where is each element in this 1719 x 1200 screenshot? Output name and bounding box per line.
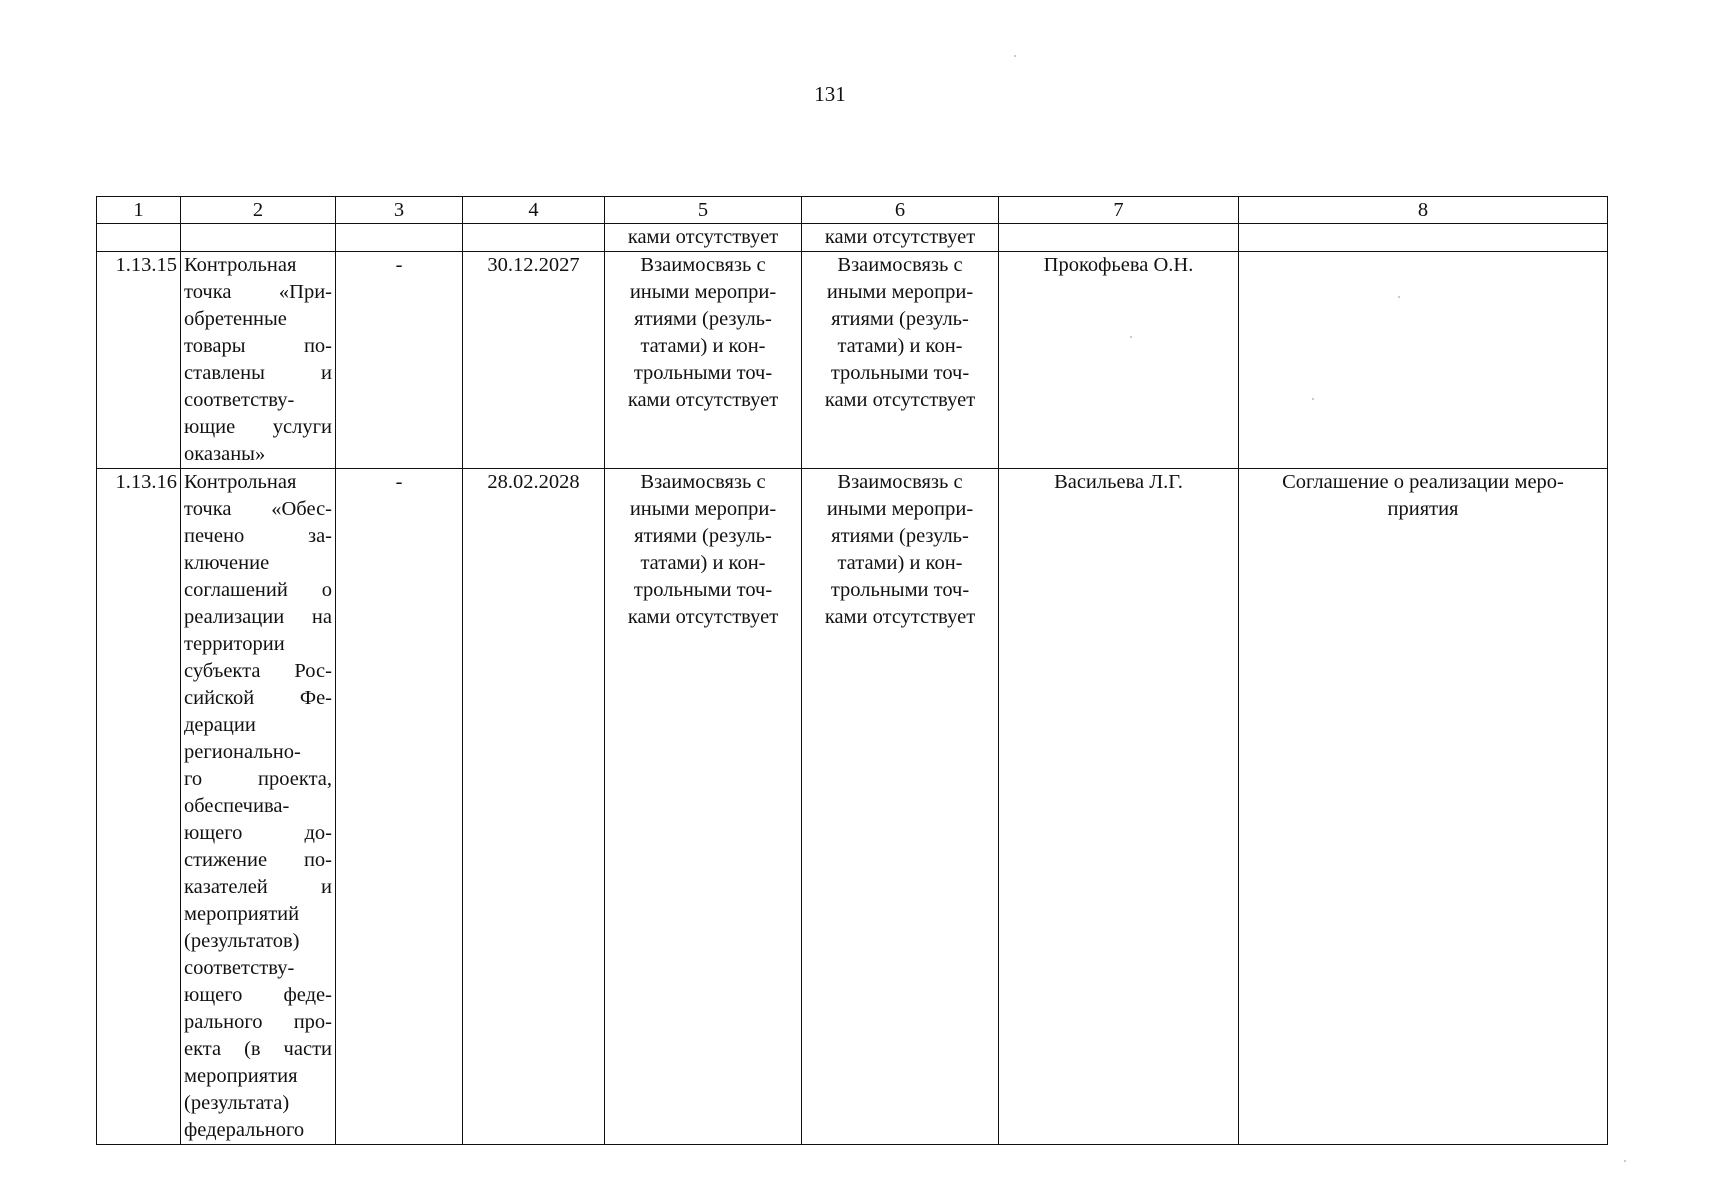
table-row (97, 252, 1608, 469)
table-cell (999, 224, 1239, 252)
text-line: трольными точ- (633, 362, 773, 384)
header-cell: 7 (999, 197, 1239, 224)
text-line: иными меропри- (826, 281, 974, 303)
text-line: печено за- (184, 525, 332, 547)
scan-speck (1398, 296, 1400, 298)
relationship-text (605, 252, 802, 469)
text-line: дерации (184, 714, 256, 736)
text-line: (результата) (184, 1092, 290, 1114)
header-cell: 4 (463, 197, 605, 224)
text-line: трольными точ- (633, 579, 773, 601)
text-line: ющие услуги (184, 416, 332, 438)
deadline-date: 28.02.2028 (463, 469, 605, 1145)
text-line: регионально- (184, 741, 301, 763)
text-line: иными меропри- (629, 281, 777, 303)
text-line: ющего до- (184, 822, 332, 844)
text-line: реализации на (184, 606, 332, 628)
text-line: ключение (184, 552, 270, 574)
text-line: иными меропри- (826, 498, 974, 520)
control-points-table (96, 196, 1608, 1145)
text-line: (результатов) (184, 930, 300, 952)
scan-speck (1130, 336, 1132, 338)
text-line: ятиями (резуль- (634, 308, 772, 330)
responsible-person: Прокофьева О.Н. (999, 252, 1239, 469)
page-number: 131 (814, 82, 846, 106)
text-line: Взаимосвязь с (640, 254, 766, 276)
text-line: Контрольная (184, 254, 297, 276)
table-header-row (97, 197, 1608, 224)
table-cell: ками отсутствует (605, 224, 802, 252)
text-line: ками отсутствует (824, 606, 976, 628)
text-line: соглашений о (184, 579, 332, 601)
text-line: Взаимосвязь с (837, 471, 963, 493)
text-line: татами) и кон- (640, 552, 766, 574)
header-cell: 5 (605, 197, 802, 224)
text-line: стижение по- (184, 849, 332, 871)
text-line: территории (184, 633, 285, 655)
table-cell (97, 224, 181, 252)
header-cell: 3 (336, 197, 463, 224)
relationship-text (802, 469, 999, 1145)
control-point-name (181, 469, 336, 1145)
scan-speck (1624, 1160, 1626, 1162)
text-line: обретенные (184, 308, 287, 330)
text-line: соответству- (184, 389, 295, 411)
text-line: обеспечива- (184, 795, 290, 817)
table-cell (336, 224, 463, 252)
text-line: ставлены и (184, 362, 332, 384)
text-line: трольными точ- (830, 362, 970, 384)
text-line: Соглашение о реализации меро- (1282, 471, 1564, 493)
text-line: екта (в части (184, 1038, 332, 1060)
header-cell: 8 (1239, 197, 1608, 224)
row-number: 1.13.16 (97, 469, 181, 1145)
header-cell: 2 (181, 197, 336, 224)
text-line: точка «При- (184, 281, 332, 303)
control-point-name (181, 252, 336, 469)
text-line: приятия (1387, 498, 1459, 520)
document-description (1239, 252, 1608, 469)
text-line: товары по- (184, 335, 332, 357)
table-row (97, 469, 1608, 1145)
text-line: субъекта Рос- (184, 660, 332, 682)
text-line: ятиями (резуль- (831, 308, 969, 330)
text-line: трольными точ- (830, 579, 970, 601)
text-line: татами) и кон- (837, 335, 963, 357)
text-line: ющего феде- (184, 984, 332, 1006)
text-line: мероприятия (184, 1065, 298, 1087)
text-line: татами) и кон- (640, 335, 766, 357)
text-line: ками отсутствует (627, 389, 779, 411)
text-line: мероприятий (184, 903, 300, 925)
text-line: казателей и (184, 876, 332, 898)
relationship-text (802, 252, 999, 469)
header-cell: 1 (97, 197, 181, 224)
text-line: рального про- (184, 1011, 332, 1033)
text-line: ками отсутствует (627, 606, 779, 628)
table-cell (181, 224, 336, 252)
column-3-value: - (336, 252, 463, 469)
text-line: го проекта, (184, 768, 332, 790)
text-line: ятиями (резуль- (634, 525, 772, 547)
header-cell: 6 (802, 197, 999, 224)
text-line: Взаимосвязь с (837, 254, 963, 276)
table-cell (1239, 224, 1608, 252)
deadline-date: 30.12.2027 (463, 252, 605, 469)
table-cell: ками отсутствует (802, 224, 999, 252)
document-description (1239, 469, 1608, 1145)
text-line: Взаимосвязь с (640, 471, 766, 493)
column-3-value: - (336, 469, 463, 1145)
text-line: сийской Фе- (184, 687, 332, 709)
responsible-person: Васильева Л.Г. (999, 469, 1239, 1145)
text-line: татами) и кон- (837, 552, 963, 574)
text-line: ками отсутствует (824, 389, 976, 411)
relationship-text (605, 469, 802, 1145)
continuation-row (97, 224, 1608, 252)
text-line: иными меропри- (629, 498, 777, 520)
row-number: 1.13.15 (97, 252, 181, 469)
text-line: Контрольная (184, 471, 297, 493)
text-line: соответству- (184, 957, 295, 979)
text-line: ятиями (резуль- (831, 525, 969, 547)
text-line: федерального (184, 1119, 305, 1141)
scan-speck (1312, 398, 1314, 400)
scan-speck (1014, 55, 1016, 57)
text-line: точка «Обес- (184, 498, 332, 520)
text-line: оказаны» (184, 443, 266, 465)
table-cell (463, 224, 605, 252)
